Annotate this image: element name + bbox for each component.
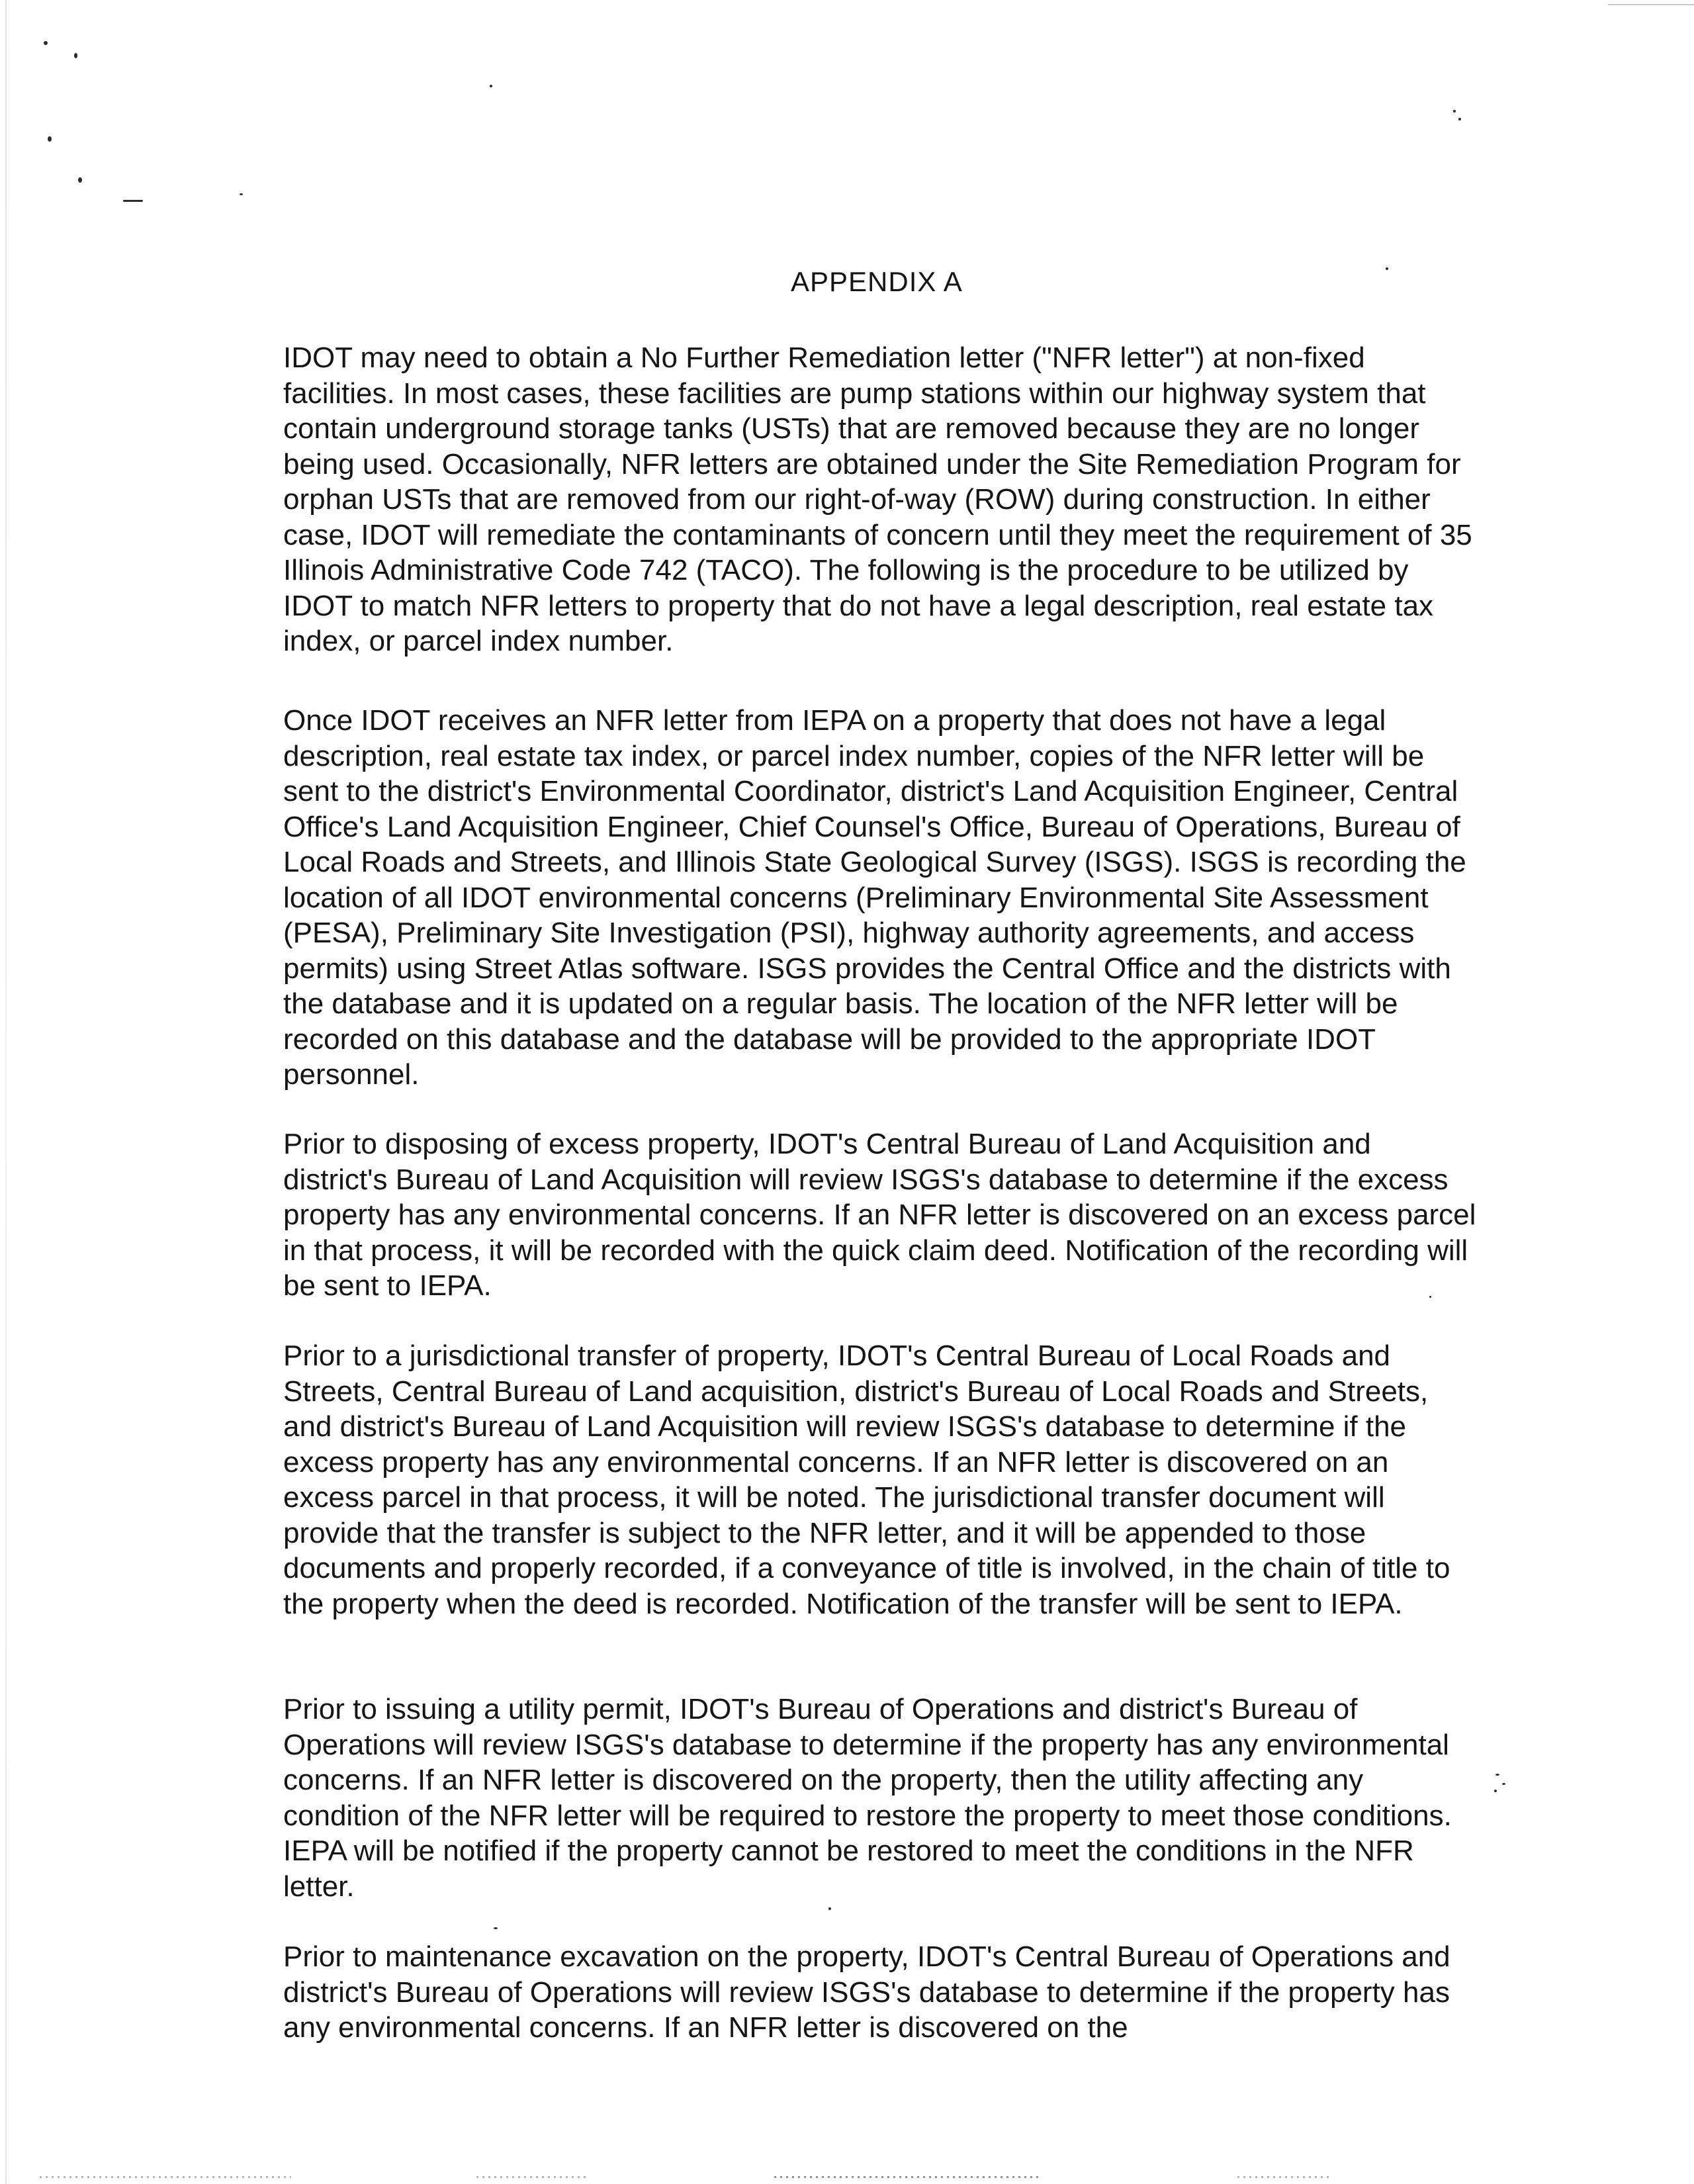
paragraph-excess-property: Prior to disposing of excess property, IDOT's Central Bureau of Land Acquisition and district's Bureau of Land Acquisition will review ISGS's database to determine if the excess property has any environmental concerns. If an NFR letter is discovered on an excess parcel in that process, it will be recorded with the quick claim deed. Notification of the recording will be sent to IEPA.: [283, 1128, 1476, 1302]
scan-speck: [48, 136, 52, 142]
page-title: APPENDIX A: [791, 266, 963, 297]
paragraph-introduction: IDOT may need to obtain a No Further Remediation letter ("NFR letter") at non-fixed facilities. In most cases, these facilities are pump stations within our highway system that contain underground storage tanks (USTs) that are removed because they are no longer being used. Occasionally, NFR letters are obtained under the Site Remediation Program for orphan USTs that are removed from our right-of-way (ROW) during construction. In either case, IDOT will remediate the contaminants of concern until they meet the requirement of 35 Illinois Administrative Code 742 (TACO). The following is the procedure to be utilized by IDOT to match NFR letters to property that do not have a legal description, real estate tax index, or parcel index number.: [283, 341, 1472, 657]
scan-speck: [490, 85, 492, 87]
scan-bottom-noise: [40, 2176, 291, 2178]
scan-speck: [1453, 110, 1456, 113]
scan-speck: [1386, 267, 1388, 270]
scan-speck: [78, 177, 82, 183]
scan-speck: [1502, 1783, 1505, 1785]
scan-speck: [828, 1907, 831, 1910]
scan-speck: [1458, 118, 1461, 120]
paragraph-nfr-receipt: Once IDOT receives an NFR letter from IEPA on a property that does not have a legal description, real estate tax index, or parcel index number, copies of the NFR letter will be sent to the district's Environmental Coordinator, district's Land Acquisition Engineer, Central Office's Land Acquisition Engineer, Chief Counsel's Office, Bureau of Operations, Bureau of Local Roads and Streets, and Illinois State Geological Survey (ISGS). ISGS is recording the location of all IDOT environmental concerns (Preliminary Environmental Site Assessment (PESA), Preliminary Site Investigation (PSI), highway authority agreements, and access permits) using Street Atlas software. ISGS provides the Central Office and the districts with the database and it is updated on a regular basis. The location of the NFR letter will be recorded on this database and the database will be provided to the appropriate IDOT personnel.: [283, 704, 1466, 1091]
paragraph-jurisdictional-transfer: Prior to a jurisdictional transfer of property, IDOT's Central Bureau of Local Roads and Streets, Central Bureau of Land acquisition, district's Bureau of Local Roads and Streets, and district's Bureau of Land Acquisition will review ISGS's database to determine if the excess property has any environmental concerns. If an NFR letter is discovered on an excess parcel in that process, it will be noted. The jurisdictional transfer document will provide that the transfer is subject to the NFR letter, and it will be appended to those documents and properly recorded, if a conveyance of title is involved, in the chain of title to the property when the deed is recorded. Notification of the transfer will be sent to IEPA.: [283, 1340, 1450, 1620]
scan-speck: [1494, 1790, 1497, 1792]
paragraph-utility-permit: Prior to issuing a utility permit, IDOT's Bureau of Operations and district's Bureau of Operations will review ISGS's database to determine if the property has any environmental concerns. If an NFR letter is discovered on the property, then the utility affecting any condition of the NFR letter will be required to restore the property to meet those conditions. IEPA will be notified if the property cannot be restored to meet the conditions in the NFR letter.: [283, 1693, 1452, 1903]
scan-speck: [74, 53, 77, 58]
scan-left-edge: [5, 0, 7, 2184]
scan-bottom-noise: [774, 2176, 1039, 2178]
scan-bottom-noise: [1237, 2176, 1330, 2178]
scan-speck: [240, 193, 243, 195]
scan-speck: [494, 1927, 498, 1929]
scan-top-edge: [1608, 4, 1694, 5]
scan-speck: [44, 41, 48, 45]
scan-bottom-noise: [476, 2176, 589, 2178]
scan-speck: [1495, 1774, 1499, 1776]
paragraph-maintenance-excavation: Prior to maintenance excavation on the property, IDOT's Central Bureau of Operations and district's Bureau of Operations will review ISGS's database to determine if the property has any environmental concerns. If an NFR letter is discovered on the: [283, 1940, 1450, 2044]
scan-speck: [123, 200, 143, 202]
